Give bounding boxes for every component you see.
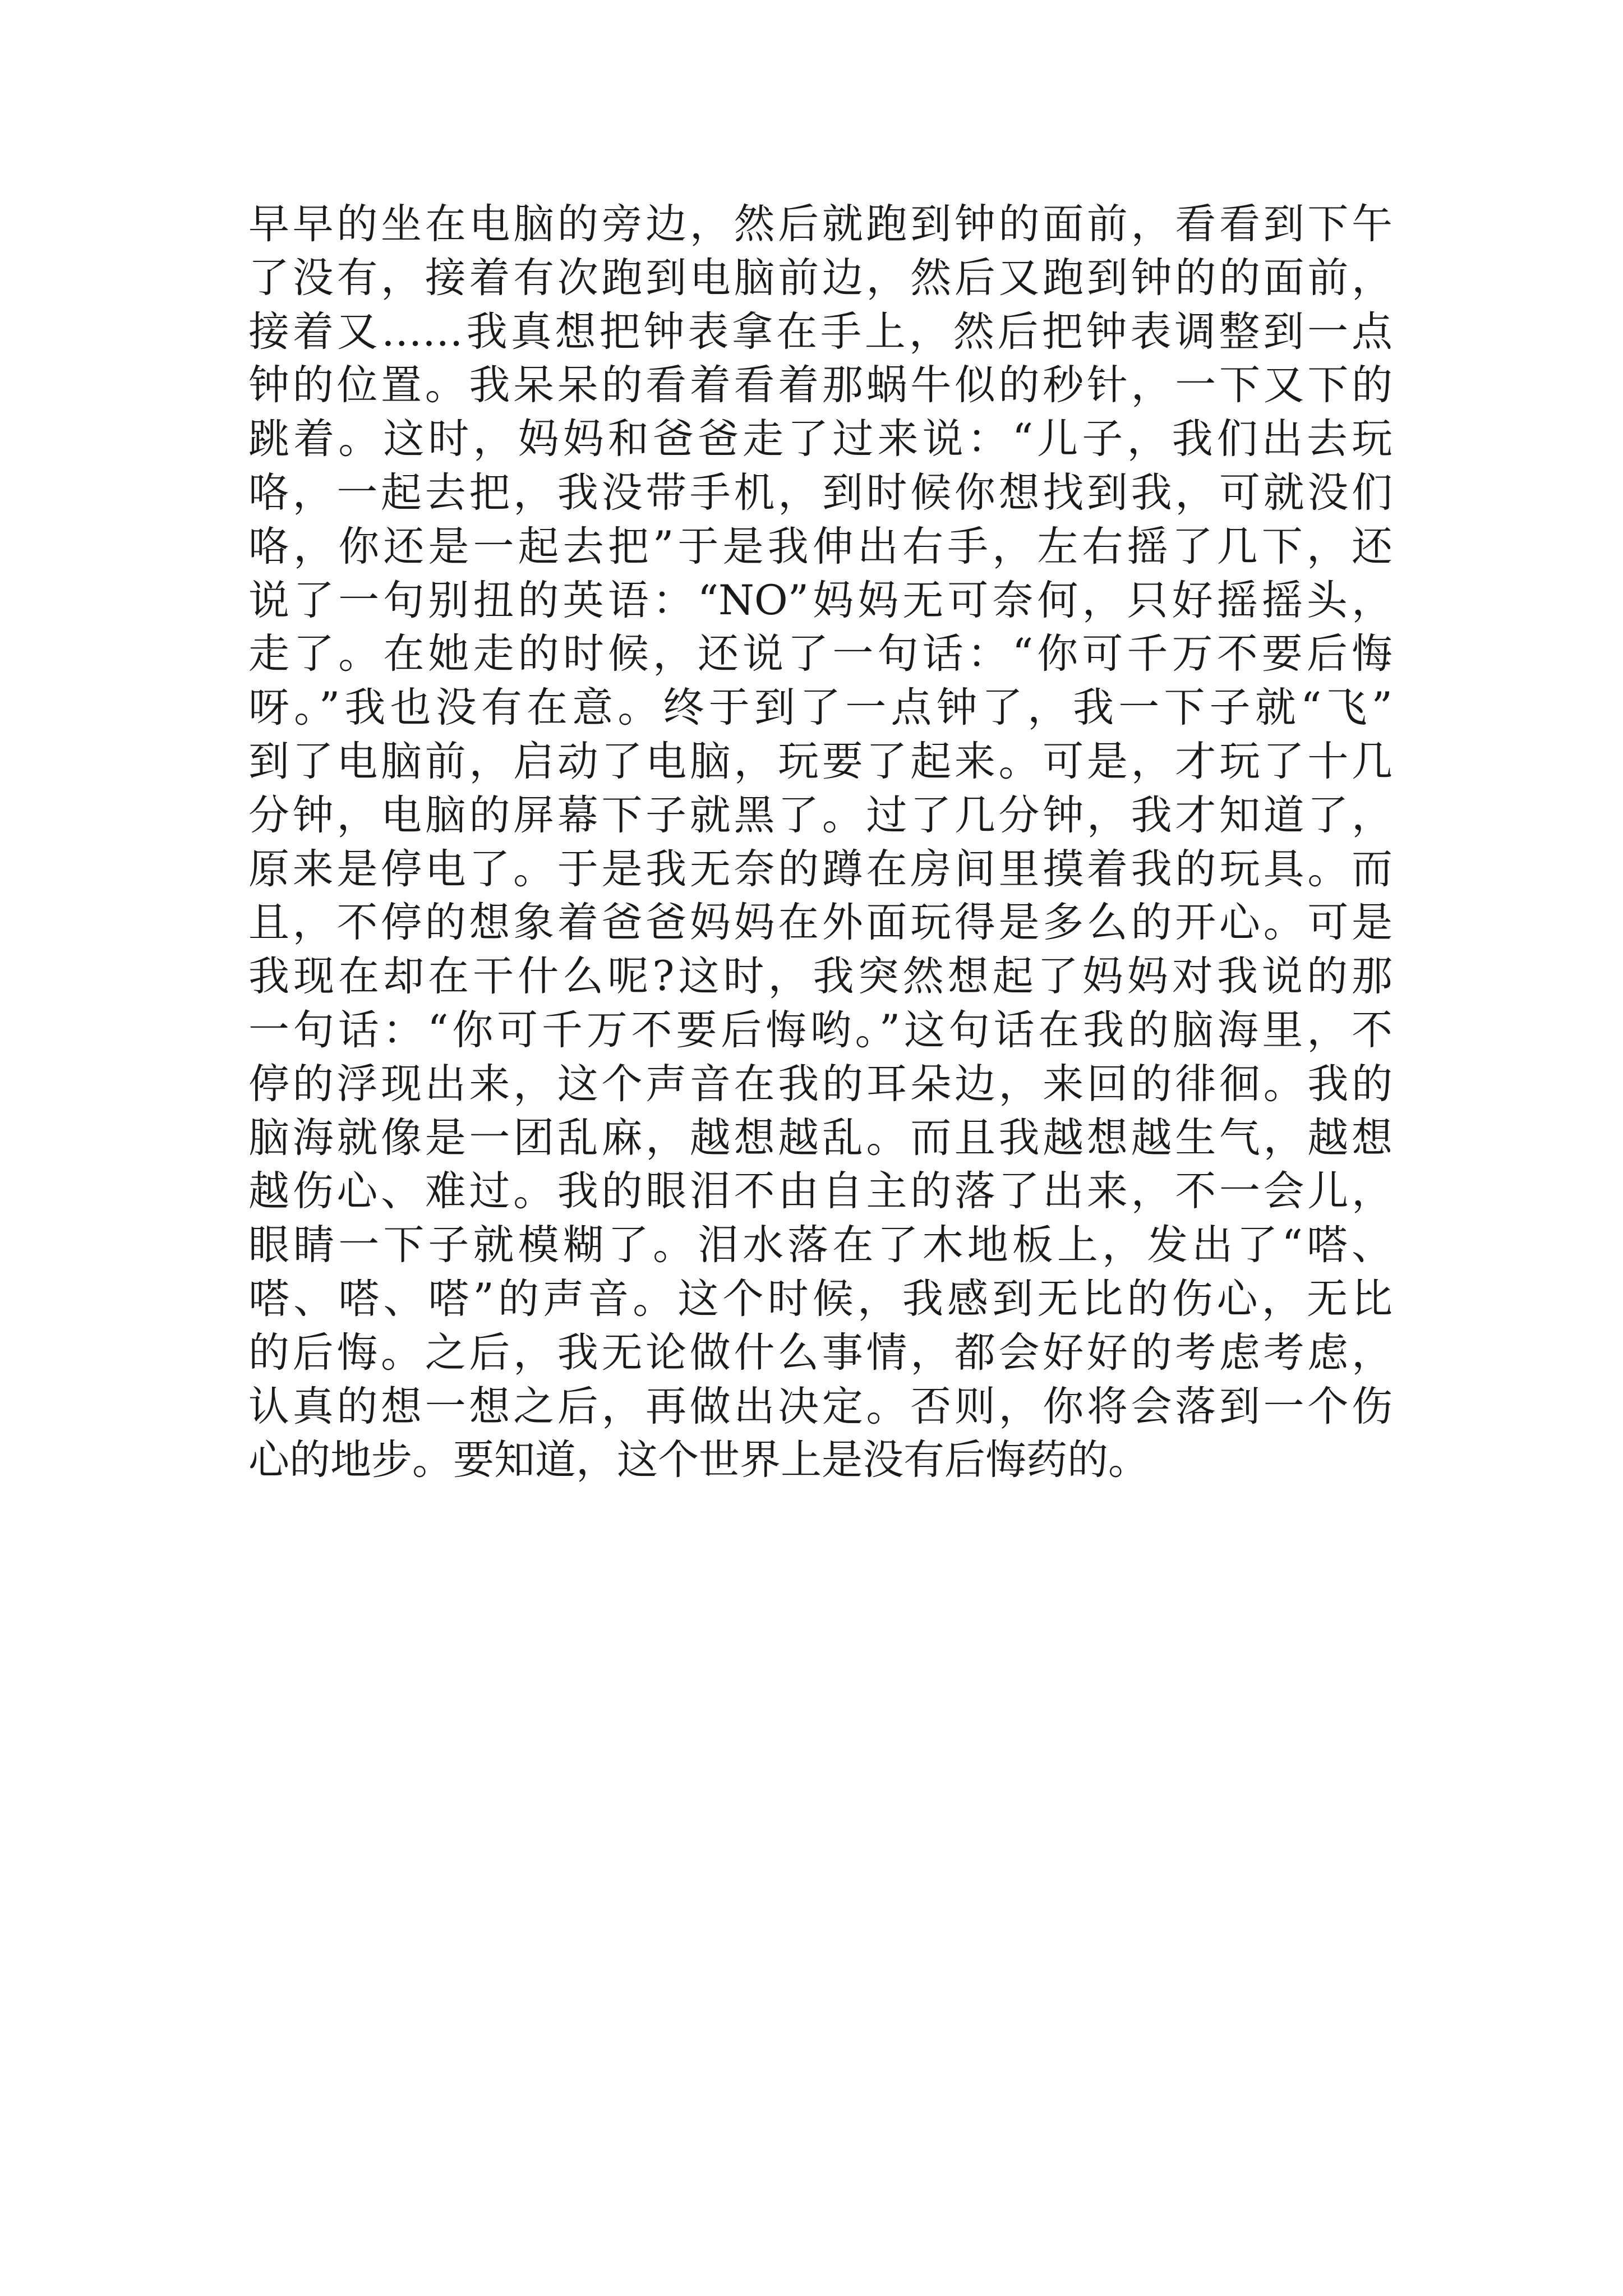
text-line: 嗒、嗒、嗒”的声音。这个时候，我感到无比的伤心，无比	[248, 1274, 1393, 1323]
text-line: 咯，一起去把，我没带手机，到时候你想找到我，可就没们	[248, 468, 1393, 517]
text-line: 心的地步。要知道，这个世界上是没有后悔药的。	[248, 1436, 1149, 1484]
text-line: 了没有，接着有次跑到电脑前边，然后又跑到钟的的面前，	[248, 254, 1393, 302]
text-line: 的后悔。之后，我无论做什么事情，都会好好的考虑考虑，	[248, 1328, 1393, 1377]
text-line: 眼睛一下子就模糊了。泪水落在了木地板上，发出了“嗒、	[248, 1221, 1393, 1269]
text-line: 且，不停的想象着爸爸妈妈在外面玩得是多么的开心。可是	[248, 899, 1393, 947]
text-line: 我现在却在干什么呢?这时，我突然想起了妈妈对我说的那	[248, 953, 1393, 1001]
text-line: 接着又……我真想把钟表拿在手上，然后把钟表调整到一点	[248, 307, 1393, 356]
essay-body	[248, 197, 1393, 1487]
text-line: 脑海就像是一团乱麻，越想越乱。而且我越想越生气，越想	[248, 1114, 1393, 1162]
text-line: 跳着。这时，妈妈和爸爸走了过来说：“儿子，我们出去玩	[248, 415, 1393, 463]
text-line: 一句话：“你可千万不要后悔哟。”这句话在我的脑海里，不	[248, 1006, 1393, 1054]
text-line: 越伤心、难过。我的眼泪不由自主的落了出来，不一会儿，	[248, 1167, 1393, 1216]
text-line: 咯，你还是一起去把”于是我伸出右手，左右摇了几下，还	[248, 522, 1393, 570]
text-line: 说了一句别扭的英语：“NO”妈妈无可奈何，只好摇摇头，	[248, 576, 1393, 624]
text-line: 到了电脑前，启动了电脑，玩要了起来。可是，才玩了十几	[248, 737, 1393, 785]
text-line: 呀。”我也没有在意。终于到了一点钟了，我一下子就“飞”	[248, 684, 1393, 732]
text-line: 认真的想一想之后，再做出决定。否则，你将会落到一个伤	[248, 1382, 1393, 1430]
text-line: 钟的位置。我呆呆的看着看着那蜗牛似的秒针，一下又下的	[248, 361, 1393, 409]
text-line: 走了。在她走的时候，还说了一句话：“你可千万不要后悔	[248, 630, 1393, 678]
text-line: 早早的坐在电脑的旁边，然后就跑到钟的面前，看看到下午	[248, 200, 1393, 248]
text-line: 分钟，电脑的屏幕下子就黑了。过了几分钟，我才知道了，	[248, 791, 1393, 839]
text-line: 原来是停电了。于是我无奈的蹲在房间里摸着我的玩具。而	[248, 845, 1393, 893]
text-line: 停的浮现出来，这个声音在我的耳朵边，来回的徘徊。我的	[248, 1060, 1393, 1108]
